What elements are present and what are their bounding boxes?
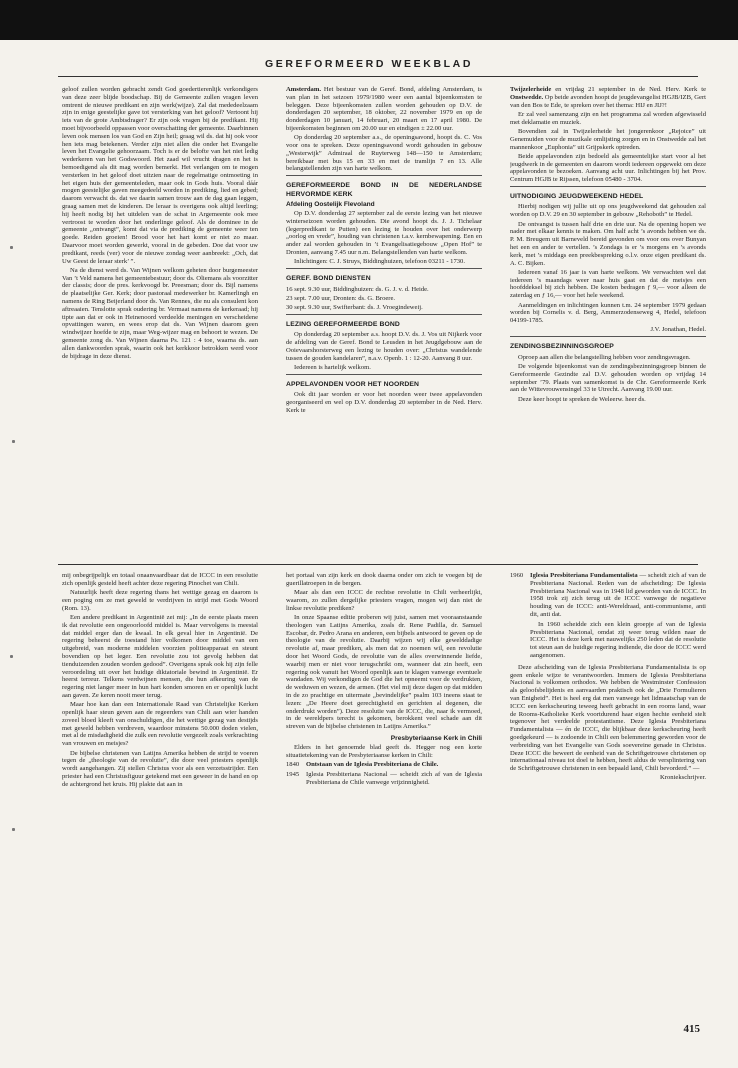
paragraph: mij onbegrijpelijk en totaal onaanvaardbaar dat de ICCC in een resolutie zich openlijk gesteld heeft achter deze regering Pinochet van Chili. (62, 572, 258, 587)
page-number: 415 (683, 1023, 700, 1035)
paragraph (510, 86, 706, 109)
paragraph: Elders in het genoemde blad geeft ds. Hegger nog een korte situatietekening van de Presbyteriaanse kerken in Chili: (286, 743, 482, 759)
list-item (286, 761, 482, 769)
year: 1945 (286, 770, 300, 778)
paragraph: Maar hoe kan dan een Internationale Raad van Christelijke Kerken openlijk haar steun geven aan de regeerders van Chili aan wier handen zoveel bloed kleeft van onschuldigen, die het wettige gezag van destijds met geweld hebben verdreven, waardoor minstens 50.000 doden vielen, met al de misdadigheid die zulk een revolutie vergezelt zoals verkrachting van vrouwen en meisjes? (62, 701, 258, 748)
place-name: Onstwedde. (510, 93, 544, 101)
text: Op beide avonden hoopt de jeugdevangelist HGJB/IZB, Gert van den Bos te Ede, te spreken over het thema: HIJ en JIJ?! (510, 93, 706, 109)
paragraph: De ontvangst is tussen half drie en drie uur. Na de opening hopen we nader met elkaar kennis te maken. Om half acht ’s avonds hebben we ds. P. M. Breugem uit Barneveld bereid gevonden om voor ons over Bunyan het een en ander te vertellen. ’s Zondags is er ’s morgens en ’s avonds kerk, met ’s middags een preekbespreking o.l.v. onze eigen predikant ds. A. C. Bijken. (510, 220, 706, 267)
paragraph: het portaal van zijn kerk en dook daarna onder om zich te voegen bij de guerillatroepen in de bergen. (286, 572, 482, 587)
masthead: GEREFORMEERD WEEKBLAD (264, 58, 474, 70)
column-top-right (510, 86, 706, 556)
place-name: Twijzelerheide (510, 86, 552, 93)
paragraph: Hierbij nodigen wij jullie uit op ons jeugdweekend dat gehouden zal worden op D.V. 29 en 30 september in gebouw „Rehoboth” te Hedel. (510, 203, 706, 219)
service-line: 16 sept. 9.30 uur, Biddinghuizen: ds. G. J. v. d. Heide. (286, 285, 429, 293)
paragraph: Deze afscheiding van de Iglesia Presbiteriana Fundamentalista is op geen enkele wijze te verantwoorden. Immers de Iglesia Presbiteriana Nacional is volkomen orthodox. We hebben de Westminster Confession als geloofsbelijdenis en aanvaarden praktisch ook de „Drie Formulieren van Enigheid”. Het is heel erg dat men vanwege het lidmaatschap van de ICCC een kerkscheuring teweeg heeft gebracht in een rooms land, waar de Rooms-Katholieke Kerk voortdurend haar eigen hechte eenheid stelt tegenover het verdeelde protestantisme. Deze Iglesia Presbiteriana Fundamentalista — én de ICCC, die blijkbaar deze kerkscheuring heeft goedgekeurd — is zodoende in Chili een belemmering geworden voor de verbreiding van het Evangelie van Gods soevereine genade in Christus. Deze ICCC die beweert de eenheid van de Schriftgetrouwe christenen op internationaal niveau tot doel te hebben, heeft aldus de versplintering van de Schriftgetrouwe christenen in een bepaald land, Chili bevorderd.” — (510, 663, 706, 773)
column-bottom-right (510, 572, 706, 1012)
section-heading: GEREFORMEERDE BOND IN DE NEDERLANDSE HERVORMDE KERK (286, 182, 482, 198)
horizontal-rule (58, 564, 698, 565)
year: 1840 (286, 761, 300, 769)
paragraph: Natuurlijk heeft deze regering thans het wettige gezag en daarom is een poging om ze met geweld te verdrijven in strijd met Gods Woord (Rom. 13). (62, 589, 258, 612)
list-text (530, 572, 706, 619)
paragraph: Er zal veel samenzang zijn en het programma zal worden afgewisseld met deklamatie en muziek. (510, 110, 706, 126)
section-subheading: Presbyteriaanse Kerk in Chili (390, 734, 482, 742)
column-top-middle (286, 86, 482, 556)
margin-mark (12, 440, 15, 443)
paragraph: Aanmeldingen en inlichtingen kunnen t.m. 24 september 1979 gedaan worden bij Cornelis v. d. Berg, Ammerzodenseweg 4, Hedel, telefoon 04199-1785. (510, 301, 706, 325)
article-amsterdam (286, 86, 482, 133)
section-heading: UITNODIGING JEUGDWEEKEND HEDEL (510, 193, 644, 201)
paragraph: De volgende bijeenkomst van de zendingsbezinningsgroep binnen de Gereformeerde Gezindte zal D.V. gehouden worden op vrijdag 14 september ’79. Plaats van samenkomst is de Chr. Gereformeerde Kerk aan de Wittevrouwensingel 33 te Utrecht. Aanvang 19.00 uur. (510, 362, 706, 394)
section-heading: APPELAVONDEN VOOR HET NOORDEN (286, 380, 420, 388)
section-divider (286, 374, 482, 375)
section-heading: LEZING GEREFORMEERDE BOND (286, 320, 400, 328)
section-subheading: Afdeling Oostelijk Flevoland (286, 201, 375, 209)
paragraph: Op D.V. donderdag 27 september zal de eerste lezing van het nieuwe winterseizoen worden gehouden. Die avond hoopt ds. J. J. Tichelaar (legerpredikant te Putten) een lezing te houden over het onderwerp „oorlog en vrede”, houding van christenen t.a.v. kernbewapening. Een en ander zal worden gehouden in ’t Evangelisatiegebouw „Open Hof” te Dronten, aanvang 7.45 uur n.m. Belangstellenden van harte welkom. (286, 210, 482, 257)
column-bottom-middle (286, 572, 482, 1012)
paragraph: Een andere predikant in Argentinië zei mij: „In de eerste plaats meen ik dat revolutie een ongeoorloofd middel is. Maar vervolgens is meestal dat middel erger dan de kwaal. In elk geval hier in Argentinië. De regering beheerst de toestand hier volkomen door middel van een uitgebreid, van moderne middelen voorzien politieapparaat en steunt bovendien op het leger. Een revolutie zou tot gevolg hebben dat tienduizenden zouden worden gedood”. Overigens sprak ook hij zijn felle veroordeling uit over het huidige diktatoriale bewind in Argentinië. Er heerst terreur. Telkens verdwijnen mensen, die hun afkeuring van de regering niet langer meer in hun hart konden smoren en er openlijk lucht aan gaven. Ze keren nooit meer terug. (62, 613, 258, 699)
section-divider (510, 336, 706, 337)
year: 1960 (510, 572, 524, 579)
paragraph: Beide appelavonden zijn bedoeld als gemeentelijke start voor al het jeugdwerk in de gemeenten en daarom wordt iedereen opgewekt om deze appelavonden te bezoeken. Aanvang acht uur. Inlichtingen bij het Prov. Centrum HGJB te Rijssen, telefoon 05480 - 3704. (510, 152, 706, 184)
margin-mark (12, 828, 15, 831)
paragraph: Op donderdag 20 september a.s., de openingsavond, hoopt ds. C. Vos voor ons te spreken. Deze openingsavond wordt gehouden in gebouw „Westerwijk” Admiraal de Ruyterweg 148—150 te Amsterdam; bereikbaar met bus 15 en 33 en met de tramlijn 7 en 13. Alle belangstellenden zijn van harte welkom. (286, 134, 482, 173)
church-name: Iglesia Presbiteriana Fundamentalista (530, 572, 638, 579)
paragraph: Iedereen vanaf 16 jaar is van harte welkom. We verwachten wel dat iedereen ’s maandags weer naar huis gaat en dat de meisjes een hoofddeksel bij zich hebben. De kosten bedragen ƒ 9,— voor alleen de zaterdag en ƒ 16,— voor het hele weekend. (510, 268, 706, 300)
section-divider (286, 268, 482, 269)
paragraph: Deze keer hoopt te spreken de Weleerw. heer ds. (518, 395, 646, 403)
top-black-band (0, 0, 738, 40)
paragraph: In onze Spaanse editie proberen wij juist, samen met vooraanstaande theologen van Latijns Amerika, zoals dr. Rene Padilla, dr. Samuel Escobar, dr. Pedro Arana en anderen, een bijbels antwoord te geven op de theologie van de revolutie. Daarbij wijzen wij elke gewelddadige revolutie af, maar prediken, als men dat zo noemen wil, een revolutie door het Woord Gods, de revolutie van de alles overwinnende liefde, waarbij men er niet voor terugschrikt om, wanneer dat zin heeft, een regering ook vanuit het Woord openlijk aan te klagen vanwege eventuele wandaden. Wij verkondigen de God die het opneemt voor de verdrukten, de weduwen en wezen, de armen. (Het viel mij deze dagen op dat midden in de zo prachtige en uitermate „bevindelijke” psalm 103 ineens staat te lezen: „De Heere doet gerechtigheid en gerichten al degenen, die onderdrukt worden”). Deze resolutie van de ICCC, die, naar ik vermoed, in de wereldpers terecht is gekomen, berokkent veel schade aan dit streven van de bijbelse christenen in Latijns Amerika.” (286, 613, 482, 731)
amsterdam-title: Amsterdam. (286, 86, 321, 93)
section-divider (286, 314, 482, 315)
section-divider (510, 186, 706, 187)
spacer (510, 621, 530, 660)
text: en vrijdag 21 september in de Ned. Herv. Kerk te (551, 86, 706, 93)
paragraph: Inlichtingen: C. J. Struys, Biddinghuizen, telefoon 03211 - 1730. (294, 258, 465, 266)
list-item (286, 771, 482, 787)
list-text: In 1960 scheidde zich een klein groepje af van de Iglesia Presbiteriana Nacional, omdat zij weer terug wilden naar de ICCC. Het is deze kerk met nauwelijks 250 leden dat de resolutie tot steun aan de huidige regering indiende, die door de ICCC werd aangenomen. (530, 620, 706, 659)
paragraph: De bijbelse christenen van Latijns Amerika hebben de strijd te voeren tegen de „theologie van de revolutie”, die door veel priesters openlijk wordt aangehangen. Zij stellen Christus voor als een verzetsstrijder. Een priester had een Christusfiguur getekend met een geweer in de hand en op de achtergrond het kruis. Hij plakte dat aan in (62, 749, 258, 788)
paragraph: Na de dienst werd ds. Van Wijnen welkom geheten door burgemeester Van ’t Veld namens het gemeentebestuur; door ds. Oliemans als voorzitter der classis; door de pres. kerkvoogd br. Preesman; door ds. Bijl namens de plaatselijke Ger. Kerk; door pastoraal medewerker br. Kamerlingh en namens de Ring Beijerland door ds. Van Rennes, die nu als consulent kon aftreaaien. Tenslotte sprak oudering br. Vermaat namens de kerkeraad; hij tipte aan dat er ook in Heinenoord verdeelde meningen en verscheidene opvattingen waren, en wees erop dat ds. Van Wijnen daarom geen windwijzer hoefde te zijn, maar Weg-wijzer mag en behoort te wezen. De gemeente zong ds. Van Wijnen daarna Ps. 121 : 4 toe, waarna ds. aan allen dankwoorden sprak, waarin ook het kerkkoor betrokken werd voor de bijdrage in deze dienst. (62, 266, 258, 360)
paragraph: Op donderdag 20 september a.s. hoopt D.V. ds. J. Vos uit Nijkerk voor de afdeling van de Geref. Bond te Leusden in het Jeugdgebouw aan de Ooievaarshorsterweg een lezing te houden over: „Christus wandelende tussen de gouden kandelaren”, n.a.v. Openb. 1 : 12-20. Aanvang 8 uur. (286, 331, 482, 362)
masthead-rule (58, 76, 698, 77)
paragraph: Ook dit jaar worden er voor het noorden weer twee appelavonden georganiseerd en wel op D.V. donderdag 20 september in de Ned. Herv. Kerk te (286, 391, 482, 414)
list-item (510, 572, 706, 619)
column-bottom-left (62, 572, 258, 1012)
paragraph: Maar als dan een ICCC de rechtse revolutie in Chili verheerlijkt, waarom, zo zullen dergelijke priesters vragen, mogen wij dan niet de linkse revolutie prediken? (286, 589, 482, 612)
column-top-left (62, 86, 258, 551)
margin-mark (10, 655, 13, 658)
paragraph: Bovendien zal in Twijzelerheide het jongerenkoor „Rejoice” uit Genemuiden voor de muzikale omlijsting zorgen en in Onstwedde zal het mannenkoor „Euphonia” uit Grijpskerk optreden. (510, 127, 706, 151)
signature: J.V. Jonathan, Hedel. (650, 326, 706, 334)
amsterdam-text: Het bestuur van de Geref. Bond, afdeling Amsterdam, is van plan in het seizoen 1979/1980 weer een aantal bijeenkomsten te beleggen. Deze bijeenkomsten zullen worden gehouden op D.V. de donderdagen 20 september, 18 oktober, 22 november 1979 en op de donderdagen 10 januari, 14 februari, 20 maart en 17 april 1980. De bijeenkomsten beginnen om 20.00 uur en eindigen ± 22.00 uur. (286, 86, 482, 132)
paragraph: Iedereen is hartelijk welkom. (294, 364, 371, 372)
margin-mark (10, 246, 13, 249)
service-line: 30 sept. 9.30 uur, Swifterbant: ds. J. Vroegindeweij. (286, 304, 423, 312)
list-text: Iglesia Presbiteriana Nacional — scheidt zich af van de Iglesia Presbiteriana de Chile vanwege vrijzinnigheid. (306, 770, 482, 786)
list-text: Ontstaan van de Iglesia Presbiteriana de Chile. (306, 761, 439, 769)
section-heading: GEREF. BOND DIENSTEN (286, 275, 371, 283)
paragraph: Oproep aan allen die belangstelling hebben voor zendingsvragen. (518, 353, 691, 361)
list-item-continued (510, 621, 706, 660)
section-divider (286, 175, 482, 176)
service-line: 23 sept. 7.00 uur, Dronten: ds. G. Broere. (286, 294, 396, 302)
paragraph: geloof zullen worden gebracht zendt God goedertierenlijk verkondigers van deze zeer blijde boodschap. Bij de Gemeente zullen vragen leven omtrent de nieuwe predikant en zijn werk(wijze). Zal dat mededeelzaam zijn in enige geestelijke gave tot versterking van het geloof? Vertoont hij iets van de grote Ambtsdrager? Er zijn ook vragen bij de predikant. Hij moet bijvoorbeeld oppassen voor overschatting der gemeente. Daarbinnen leven ook mensen los van God en Zijn heil; graag wil ds. dat hij ook voor hen iets mag betekenen. Verder zijn niet allen die onder het Evangelie leven het Evangelie gehoorzaam. Toch is er de belofte van het niet ledig wederkeren van het Godswoord. Het zaad wil vrucht dragen en het is bemoedigend als dit mag worden bemerkt. Het verlangen om te mogen versterken in het geloof doet uitzien naar de regelmatige ontmoeting in het eigen huis der gemeenteleden, maar ook in Gods huis. Vooral dáár mogen geestelijke gaven meegedeeld worden in prediking, lied en gebed; daarom verwacht ds. dat we daarin samen trouw aan de dag gaan leggen, graag samen met de kinderen. De leraar is overigens ook altijd leerling; hij heeft nodig bij het uitdelen van de schat in Argemeente ook mee vertroost te worden door het onderlinge geloof. Als de dominee in de gemeente „ontvangt”, komt dat via de prediking de gemeente weer ten goede. Reiden groeien! Brood voor het hart komt er niet zo maar. Daarvoor moet worden gewerkt, vooral in de gebeden. Doe dat voor uw predikant, reeds (ver) voor de nieuwe zondag weer aanbreekt: „Och, dat Uw Geest de leraar sterk’ ”. (62, 86, 258, 265)
signature: Kroniekschrijver. (660, 774, 706, 782)
text: — scheidt zich af van de Presbiteriana Nacional. Reden van de afscheiding: De Iglesia Presbiteriana Nacional was in 1948 lid geworden van de ICCC. In 1958 trok zij zich terug uit de ICCC vanwege de negatieve houding van de ICCC: anti-Wereldraad, anti-communisme, anti dit, anti dat. (530, 572, 706, 618)
section-heading: ZENDINGSBEZINNINGSGROEP (510, 343, 614, 351)
